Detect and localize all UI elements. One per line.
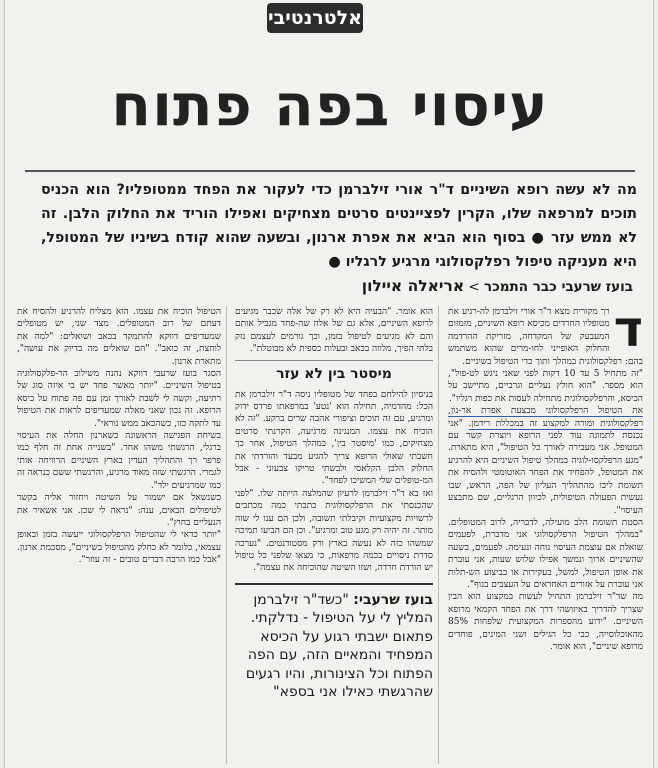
paragraph: "זה מתחיל 5 עד 10 דקות לפני שאני ניגש לט-פול", הוא מספר. "הוא חולץ נעליים וגרביים, מתיישב על הכיסא, והרפלקסולוגית מתחילה לעסות את כפות רגליו".	[448, 369, 643, 404]
paragraph: בניסיון להילחם בפחד של מטופליו ניסה ד"ר זילברמן את הכל: מהדמיה, תחילה הוא 'נטע' במרפאתו פרדס ידוק ומרגיע, עם זה תוכים וציפורי אהבה שרים ברקע. "זה לא הוכיח את עצמו. המנגינה מרגיעה, הקרנתי סרטים מצחיקים, כמו 'מיסטר בין', במהלך הטיפול, אחר כך חשבתי שאולי הרופא צריך להגיע מבעד והורדתי את החלוק הלבן הקלאסי ולבשתי טריקו צבעוני - אבל המ-טופלים שלי המשיכו לפחד".	[235, 389, 433, 487]
paragraph: בשיחת הפגישה הראשונה כשארנון החלה את העיסוי ברגלי, הרגשתי משהו אחר. "בשנייה אחת זה חלף כמו פרפר רך והתהליך העדין בארץ השיניים הרוויחה אותי לגמרי. הרגשתי שזה מאוד מרגיע, והרגשתי ששם כנראה זה כמו שמרגיעים ילד".	[17, 431, 221, 491]
byline-author: אריאלה איילון	[361, 277, 465, 295]
paragraph: מה שד"ר זילברמן התחיל לעשות במקצוע הוא הבין שצריך להדריך באיזושהי דרך את הפחד הקמאי מרופא השיניים. "ידוע מהספרות המקצועית שלפחות 85% מהאוכלוסייה, כבי כל הגילים ושני המינים, פוחדים מרופא שיניים", הוא אומר.	[448, 592, 643, 652]
pull-quote	[235, 583, 433, 702]
paragraph	[448, 405, 643, 517]
paragraph: ואז בא ד"ר זילברמן לרעיון שהמלצה הייתה שלו. "לפני שהכנסתי את הרפלקסולוגית כתבתי כמה מכתבים לרשויות מקצועיות וקיבלתי תשובה, ולכן הם ענו לי שזה מותר. זה יהיה רק מגע טוב ומרגיע". וכן הם הביעו תמיכה שמשהו כזה לא נעשה בארץ ורק מסטודנטים. "נערכה סדרת ניסויים בכמה מרפאות, כי מצאו שלפני כל טיפול יש הורדת חרדה, ושזו השיטה שהוכיחה את עצמה".	[235, 488, 433, 574]
article-body	[17, 306, 643, 764]
column-1	[448, 306, 643, 764]
paragraph: הטיפול הוכיח את עצמו. הוא מצליח להרגיע ולהסיח את דעתם של רוב המטופלים. מצד שני, יש מטופלים שמעדיפים דווקא להתמקד בכאב ושואלים: "למה את לוחצת, זה כואב". "הם שואלים מה בדיוק את עושה", מתארת ארנון.	[17, 307, 221, 367]
paragraph: רך מקורית מצא ד"ר אורי זילברמן לה-רגיע את מטופליו החרדים מכיסא רופא השיניים, מזמזום המעבעק של המקדחה, מזריקת ההרדמה והחלוק האופייני לחו-מרים שהוא משתמש בהם: רפלקסולוגית במהלך ותוך כדי הטיפול בשיניים.	[448, 307, 643, 367]
headline-divider	[25, 170, 635, 172]
column-3	[17, 306, 221, 764]
subheadline: מה לא עשה רופא השיניים ד"ר אורי זילברמן כדי לעקור את הפחד ממטופליו? הוא הכניס תוכים למרפאה שלו, הקרין לפציינטים סרטים מצחיקים ואפילו הוריד את החלוק הלבן. זה לא ממש עזר ● בסוף הוא הביא את אפרת ארנון, ובשעה שהוא קודח בשיניו של המטופל, היא מעניקה טיפול רפלקסולוגי מרגיע לרגליו ●	[41, 182, 637, 270]
byline-separator: >	[468, 279, 480, 295]
column-2	[235, 306, 433, 764]
byline-caption: בועז שרעבי כבר התמכר	[484, 279, 633, 295]
paragraph: הסטת תשומת הלב מועילה, לדבריה, לרוב המטופלים. "במהלך הטיפול הרפלקסולוגי אני מדברת, לפעמים שואלת אם עוצמת העיסוי נוחה ונעימה. לפעמים, בשעה שהשיניים ארוך ונמשך אפילו שלוש שעות, אני עוברת את אופן הטיפול, למשל, בעקירות או בביצוע הש-תלות אני עוברת על אזורים האחראים על העצבים בגוף".	[448, 517, 643, 590]
newspaper-page	[4, 0, 654, 768]
highlighted-text: את הטיפול הרפלקסולוגי מבצעת אפרת אר-נון, רפלקסולוגית ומורה למקצוע זה במכללת רידמן.	[448, 406, 643, 429]
paragraph: "יותר כדאי לי שהטיפול הרפלקסולוגי ייעשה בזמן ובאופן עצמאי, כלומר לא כחלק מהטיפול בשיניים", מסכמת ארנון. "אבל כמו הרבה דברים טובים - זה עוזר".	[17, 530, 221, 566]
paragraph: הסגר בועז שרעבי דווקא נהנה משילוב הר-פלקסולוגיה בטיפול השיניים. "יותר מאשר פחד יש בי איזה סוג של רתיעה, וקשה לי לשבת לאורך זמן עם פה פתוח על כיסא הרופא. זה נכון שאני מאלה שמעדיפים לראות את הטיפול עד לתקה כזו, כשהכאב ממש נוראי".	[17, 369, 221, 429]
byline	[213, 276, 633, 297]
pull-quote-speaker: בועז שרעבי:	[353, 591, 433, 608]
paragraph-text: "אני נכנסת לתמונה עוד לפני הרופא ויוצרת קשר עם המטופל. אני מעבירה לאורך כל הטיפול", היא מתארת. "מגע הרפלקסו-לוגיה במהלך טיפול השיניים היא להרגיע את המטופל, להפחיד את הפחד האוטומטי ולהסיח את תשומת ליבו מהתהליך העליון של הפה, הראש, שבו נעשית הפעולה הטיפולית, לכיוון הרגליים, שם מתבצע העיסוי".	[448, 418, 643, 516]
section-tag: אלטרנטיבי	[267, 3, 363, 33]
headline: עיסוי בפה פתוח	[111, 71, 549, 139]
paragraph: כשנשאל אם ישמור על השיטה ויחזור אליה בקשר לטיפולים הבאים, ענה: "נראה לי שכן. אני אשאיר את הנעליים בחוץ".	[17, 493, 221, 528]
paragraph: הוא אומר. "הבעיה היא לא רק של אלה שכבר מגיעים לרופא השיניים, אלא גם של אלה שה-פחד מגביל אותם והם לא מגיעים לטיפול בזמן, וכך גורמים לעצמם נזק בלתי הפיך, מלווה בכאב ובעלות כספית לא מבוטלת".	[235, 307, 433, 355]
section-subtitle: מיסטר בין לא עזר	[235, 360, 433, 385]
drop-cap: ד	[613, 306, 643, 358]
pull-quote-text: "כשד"ר זילברמן המליץ לי על הטיפול - נדלקתי. פתאום ישבתי רגוע על הכיסא המפחיד והמאיים הזה, עם הפה הפתוח וכל הצינורות, והיו רגעים שהרגשתי כאילו אני בספא"	[245, 591, 433, 701]
